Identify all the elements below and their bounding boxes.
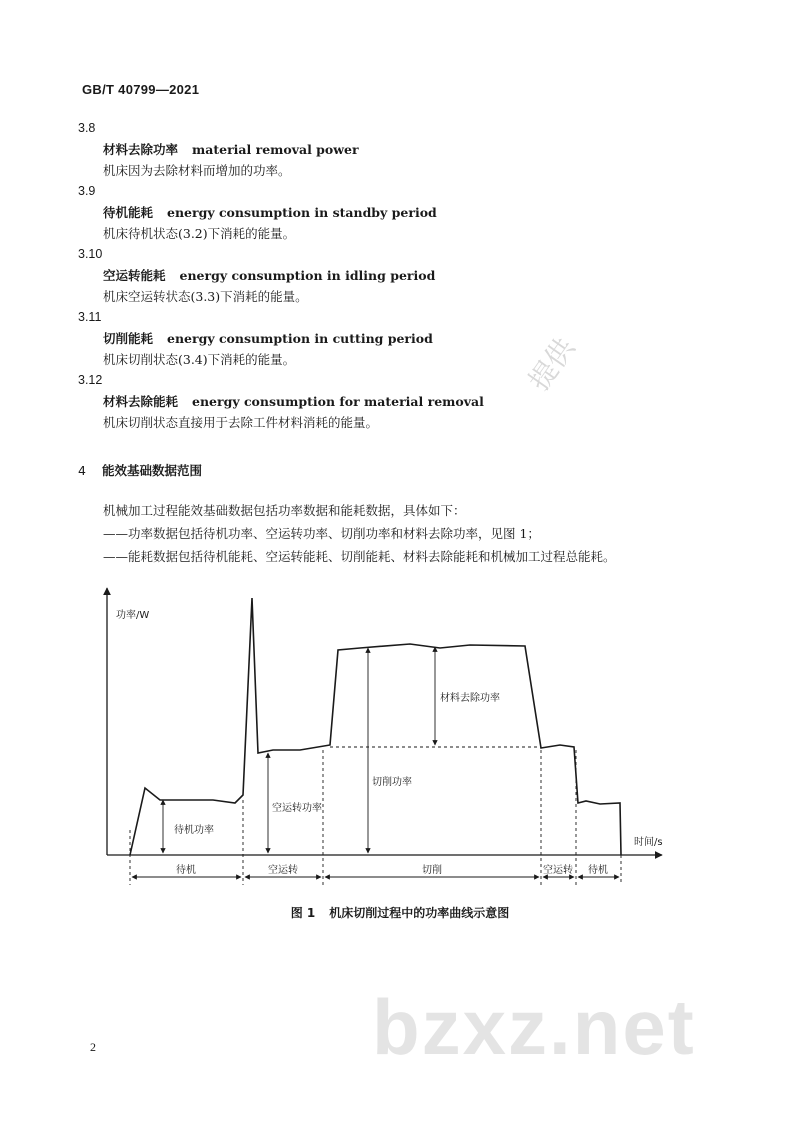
definition-term: [78, 265, 718, 286]
term-en: energy consumption in standby period: [167, 205, 437, 220]
stamp-watermark: 提供: [522, 331, 582, 397]
period-label-cutting: 切削: [422, 865, 442, 876]
figure-caption: [0, 904, 800, 921]
section-4-title: [78, 461, 202, 479]
section-heading: 能效基础数据范围: [101, 463, 202, 478]
period-label-standby-2: 待机: [588, 865, 608, 876]
definition-3-9: [78, 181, 718, 244]
list-item-power-data: ——功率数据包括待机功率、空运转功率、切削功率和材料去除功率，见图 1；: [103, 526, 540, 541]
definition-term: [78, 202, 718, 223]
definition-number: 3.11: [78, 310, 102, 324]
definitions-list: [78, 118, 718, 433]
definition-number: 3.10: [78, 247, 103, 261]
term-zh: 材料去除能耗: [103, 394, 179, 409]
definition-desc: 机床待机状态(3.2)下消耗的能量。: [103, 226, 296, 241]
term-en: energy consumption in cutting period: [167, 331, 433, 346]
period-label-standby: 待机: [176, 865, 196, 876]
definition-number: 3.8: [78, 121, 96, 135]
definition-desc: 机床切削状态直接用于去除工件材料消耗的能量。: [103, 415, 379, 430]
label-removal-power: 材料去除功率: [440, 693, 500, 704]
definition-number: 3.9: [78, 184, 96, 198]
label-standby-power: 待机功率: [174, 825, 214, 836]
term-zh: 材料去除功率: [103, 142, 179, 157]
term-en: energy consumption in idling period: [179, 268, 436, 283]
definition-3-8: [78, 118, 718, 181]
y-axis-label: 功率/W: [116, 610, 150, 621]
figure-number: 图 1: [290, 906, 316, 920]
power-curve: [130, 598, 621, 855]
definition-3-12: [78, 370, 718, 433]
definition-term: [78, 139, 718, 160]
term-zh: 待机能耗: [103, 205, 154, 220]
period-label-idling: 空运转: [268, 865, 298, 876]
site-watermark: bzxz.net: [372, 983, 696, 1071]
term-en: material removal power: [192, 142, 359, 157]
paragraph-intro: 机械加工过程能效基础数据包括功率数据和能耗数据，具体如下：: [103, 503, 466, 518]
definition-desc: 机床因为去除材料而增加的功率。: [103, 163, 291, 178]
section-number: 4: [78, 463, 86, 478]
label-cutting-power: 切削功率: [372, 777, 412, 788]
definition-desc: 机床切削状态(3.4)下消耗的能量。: [103, 352, 296, 367]
section-4-body: [103, 499, 723, 568]
list-item-energy-data: ——能耗数据包括待机能耗、空运转能耗、切削能耗、材料去除能耗和机械加工过程总能耗。: [103, 549, 616, 564]
term-zh: 空运转能耗: [103, 268, 166, 283]
power-curve-chart: [0, 585, 800, 895]
definition-term: [78, 328, 718, 349]
figure-title: 机床切削过程中的功率曲线示意图: [329, 906, 510, 920]
x-axis-label: 时间/s: [634, 837, 663, 848]
definition-desc: 机床空运转状态(3.3)下消耗的能量。: [103, 289, 308, 304]
term-en: energy consumption for material removal: [192, 394, 484, 409]
page-number: 2: [90, 1040, 96, 1054]
standard-code-header: GB/T 40799—2021: [82, 82, 200, 97]
label-idling-power: 空运转功率: [272, 803, 322, 814]
definition-term: [78, 391, 718, 412]
definition-3-11: [78, 307, 718, 370]
definition-number: 3.12: [78, 373, 103, 387]
term-zh: 切削能耗: [103, 331, 154, 346]
period-label-idling-2: 空运转: [543, 865, 573, 876]
definition-3-10: [78, 244, 718, 307]
